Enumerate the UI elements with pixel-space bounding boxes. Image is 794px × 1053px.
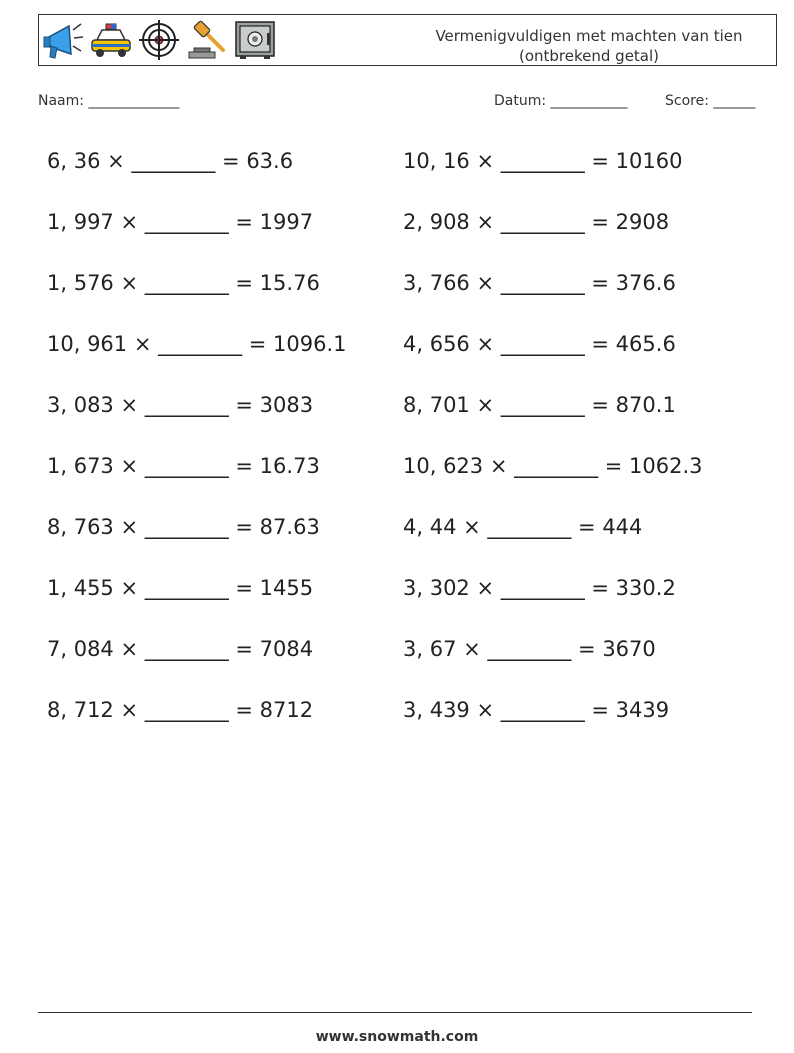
problem-5: 1, 576 × ________ = 15.76: [47, 271, 320, 295]
problem-18: 3, 67 × ________ = 3670: [403, 637, 656, 661]
problem-8: 4, 656 × ________ = 465.6: [403, 332, 676, 356]
title-line-1: Vermenigvuldigen met machten van tien: [435, 27, 743, 45]
problem-4: 2, 908 × ________ = 2908: [403, 210, 670, 234]
title-line-2: (ontbrekend getal): [518, 47, 660, 65]
name-field: Naam: _____________: [38, 93, 180, 109]
header-icons: [41, 18, 277, 62]
problem-13: 8, 763 × ________ = 87.63: [47, 515, 320, 539]
problem-10: 8, 701 × ________ = 870.1: [403, 393, 676, 417]
problem-6: 3, 766 × ________ = 376.6: [403, 271, 676, 295]
problem-3: 1, 997 × ________ = 1997: [47, 210, 314, 234]
safe-icon: [233, 18, 277, 62]
worksheet-header: [38, 14, 777, 66]
problem-7: 10, 961 × ________ = 1096.1: [47, 332, 347, 356]
megaphone-icon: [41, 18, 85, 62]
police-car-icon: [89, 18, 133, 62]
problem-17: 7, 084 × ________ = 7084: [47, 637, 314, 661]
problem-19: 8, 712 × ________ = 8712: [47, 698, 314, 722]
footer-website: www.snowmath.com: [315, 1029, 479, 1045]
problem-16: 3, 302 × ________ = 330.2: [403, 576, 676, 600]
problem-2: 10, 16 × ________ = 10160: [403, 149, 683, 173]
problem-14: 4, 44 × ________ = 444: [403, 515, 643, 539]
worksheet-title: [369, 26, 794, 66]
problem-11: 1, 673 × ________ = 16.73: [47, 454, 320, 478]
date-field: Datum: ___________: [494, 93, 628, 109]
crosshair-icon: [137, 18, 181, 62]
problem-1: 6, 36 × ________ = 63.6: [47, 149, 294, 173]
problem-20: 3, 439 × ________ = 3439: [403, 698, 670, 722]
gavel-icon: [185, 18, 229, 62]
problem-15: 1, 455 × ________ = 1455: [47, 576, 314, 600]
problem-9: 3, 083 × ________ = 3083: [47, 393, 314, 417]
footer-divider: [38, 1012, 752, 1013]
problem-12: 10, 623 × ________ = 1062.3: [403, 454, 703, 478]
score-field: Score: ______: [665, 93, 756, 109]
